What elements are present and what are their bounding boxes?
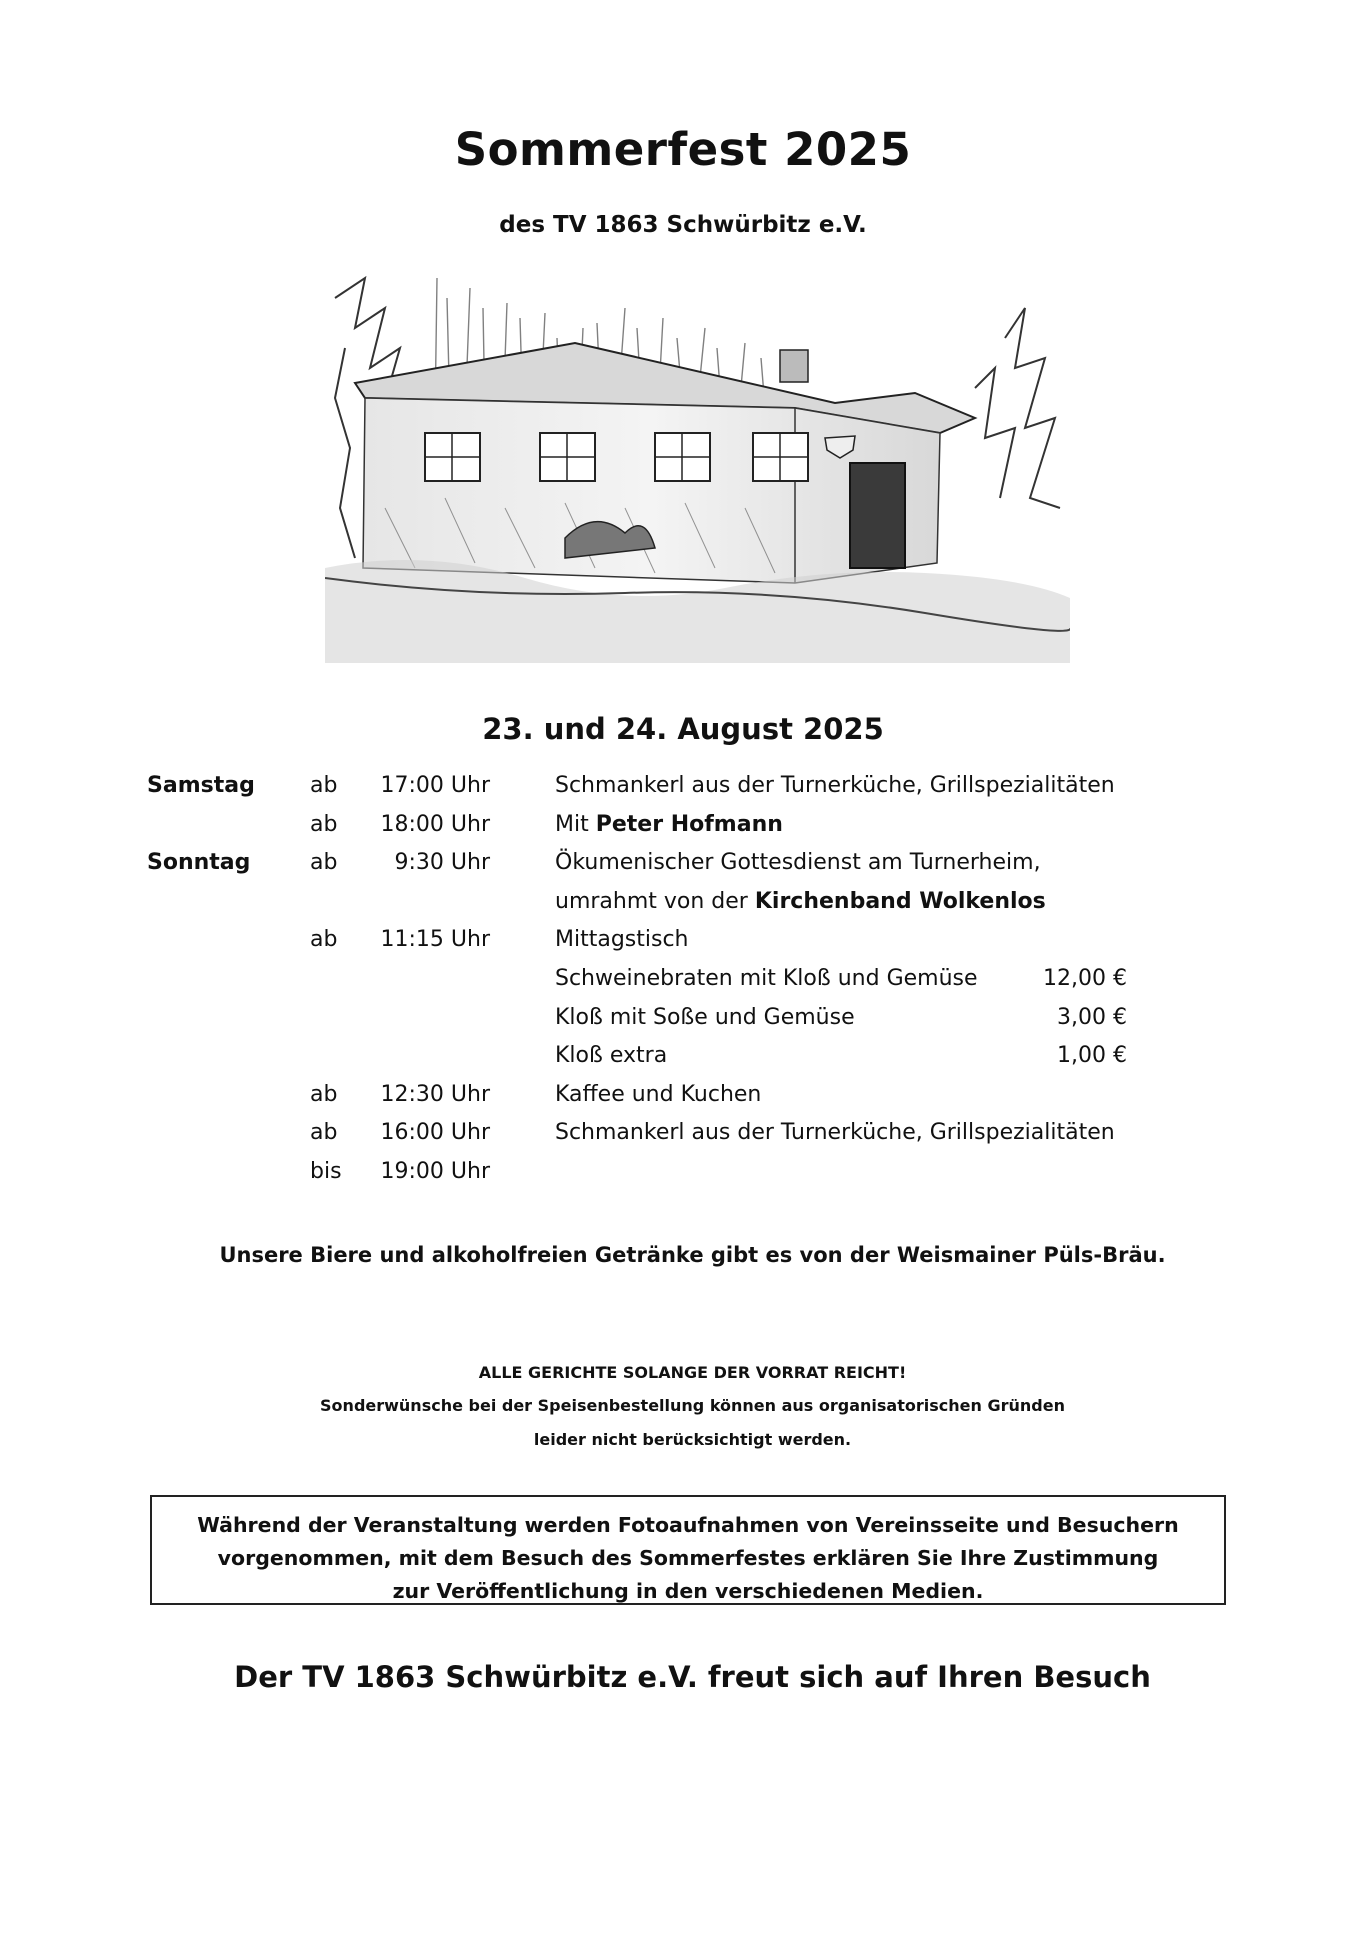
description-text: umrahmt von der	[555, 888, 755, 914]
special-request-notice: Sonderwünsche bei der Speisenbestellung können aus organisatorischen Gründen	[320, 1396, 1065, 1415]
schedule-prefix: ab	[310, 850, 338, 876]
schedule-description	[555, 850, 1041, 875]
event-dates: 23. und 24. August 2025	[482, 712, 884, 746]
schedule-row	[147, 1120, 1147, 1159]
schedule-description	[555, 1043, 667, 1068]
photo-consent-line: zur Veröffentlichung in den verschiedenen Medien.	[392, 1579, 984, 1603]
schedule-description	[555, 812, 783, 837]
schedule-price: 1,00 €	[1057, 1043, 1127, 1069]
schedule-description	[555, 1005, 855, 1030]
photo-consent-box	[150, 1495, 1226, 1605]
schedule-table	[147, 773, 1147, 1198]
description-text: Schmankerl aus der Turnerküche, Grillspezialitäten	[555, 773, 1115, 798]
description-text: Kloß mit Soße und Gemüse	[555, 1004, 855, 1030]
schedule-day: Sonntag	[147, 850, 251, 876]
schedule-description	[555, 1120, 1115, 1145]
stock-notice: ALLE GERICHTE SOLANGE DER VORRAT REICHT!	[478, 1363, 907, 1382]
schedule-price: 12,00 €	[1043, 965, 1127, 991]
schedule-prefix: ab	[310, 811, 338, 837]
schedule-description	[555, 889, 1046, 914]
clubhouse-drawing-icon	[325, 268, 1070, 663]
schedule-prefix: ab	[310, 927, 338, 953]
schedule-description	[555, 773, 1115, 798]
schedule-time: 11:15 Uhr	[380, 927, 490, 953]
schedule-row	[147, 889, 1147, 928]
photo-consent-line: Während der Veranstaltung werden Fotoaufnahmen von Vereinsseite und Besuchern	[197, 1513, 1179, 1537]
schedule-row	[147, 773, 1147, 812]
schedule-row	[147, 1005, 1147, 1044]
schedule-price: 3,00 €	[1057, 1004, 1127, 1030]
description-text: Kaffee und Kuchen	[555, 1081, 762, 1107]
page-title: Sommerfest 2025	[454, 123, 912, 176]
schedule-row	[147, 812, 1147, 851]
schedule-prefix: ab	[310, 1120, 338, 1146]
schedule-prefix: bis	[310, 1158, 342, 1184]
schedule-row	[147, 927, 1147, 966]
schedule-time: 19:00 Uhr	[380, 1158, 490, 1184]
club-subtitle: des TV 1863 Schwürbitz e.V.	[499, 212, 867, 238]
schedule-prefix: ab	[310, 1081, 338, 1107]
description-text: Mit	[555, 811, 596, 837]
schedule-row	[147, 1082, 1147, 1121]
schedule-day: Samstag	[147, 773, 255, 798]
description-text: Mittagstisch	[555, 927, 689, 953]
schedule-row	[147, 850, 1147, 889]
schedule-time: 17:00 Uhr	[380, 773, 490, 798]
schedule-time: 16:00 Uhr	[380, 1120, 490, 1146]
photo-consent-line: vorgenommen, mit dem Besuch des Sommerfestes erklären Sie Ihre Zustimmung	[217, 1546, 1159, 1570]
schedule-row	[147, 1043, 1147, 1082]
schedule-row	[147, 1159, 1147, 1198]
description-text: Kloß extra	[555, 1043, 668, 1069]
schedule-time: 12:30 Uhr	[380, 1081, 490, 1107]
description-text: Ökumenischer Gottesdienst am Turnerheim,	[555, 850, 1041, 876]
description-text: Schmankerl aus der Turnerküche, Grillspezialitäten	[555, 1120, 1115, 1146]
description-highlight: Kirchenband Wolkenlos	[754, 888, 1046, 914]
description-text: Schweinebraten mit Kloß und Gemüse	[555, 965, 978, 991]
closing-message: Der TV 1863 Schwürbitz e.V. freut sich auf Ihren Besuch	[234, 1660, 1151, 1694]
beverage-note: Unsere Biere und alkoholfreien Getränke gibt es von der Weismainer Püls-Bräu.	[219, 1243, 1166, 1267]
schedule-description	[555, 1082, 761, 1107]
schedule-row	[147, 966, 1147, 1005]
schedule-prefix: ab	[310, 773, 338, 798]
schedule-description	[555, 927, 689, 952]
schedule-time: 18:00 Uhr	[380, 811, 490, 837]
schedule-time: 9:30 Uhr	[394, 850, 490, 876]
special-request-notice-cont: leider nicht berücksichtigt werden.	[533, 1430, 852, 1449]
description-highlight: Peter Hofmann	[595, 811, 783, 837]
schedule-description	[555, 966, 978, 991]
